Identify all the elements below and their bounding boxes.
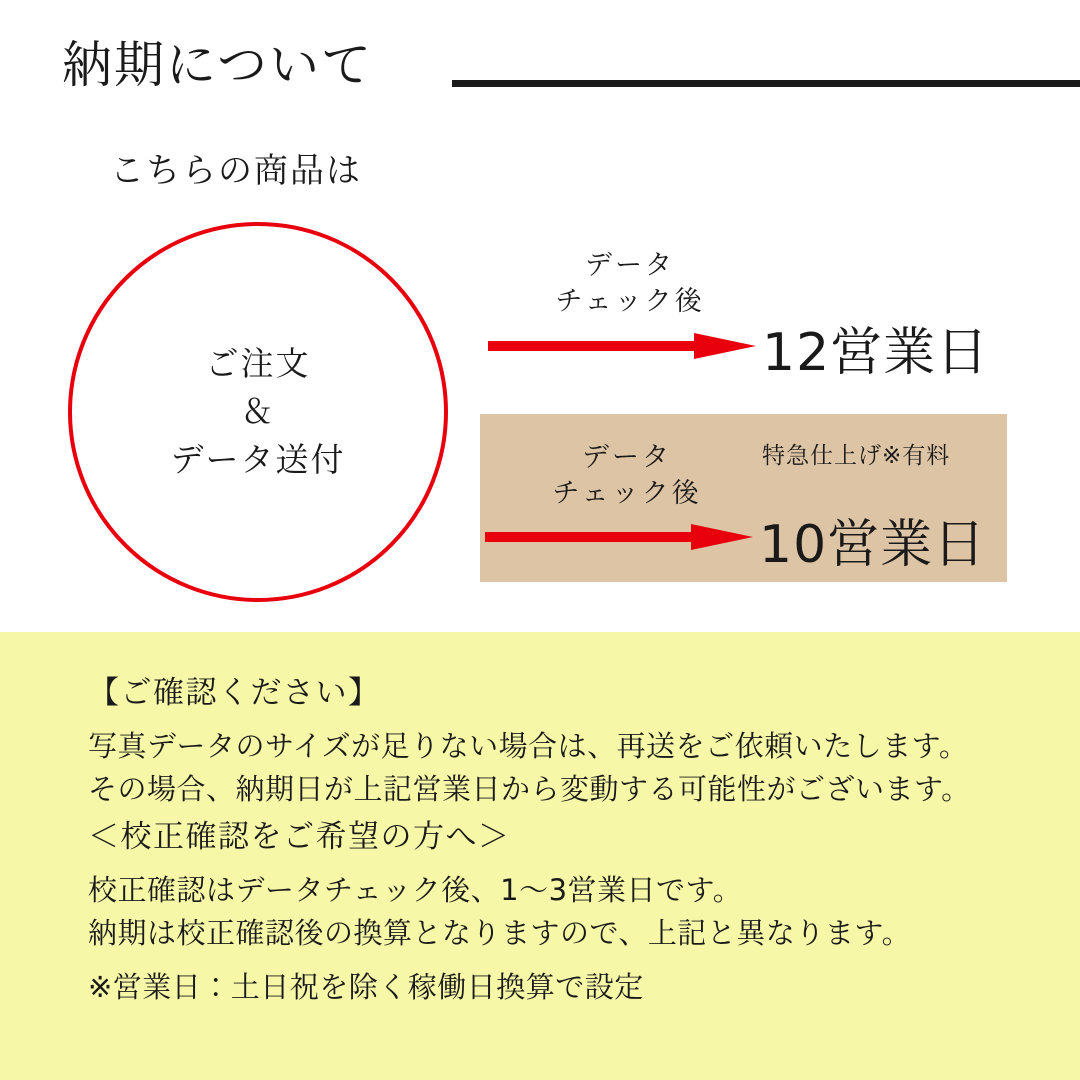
notice-proofing-line-3: ※営業日：土日祝を除く稼働日換算で設定 [88,969,644,1004]
notice-panel [0,632,1080,1080]
express-delivery-row [480,414,1007,582]
notice-block-proofing [88,814,911,1009]
page-title: 納期について [62,36,373,94]
header-divider-line [452,80,1080,87]
standard-business-days: 12営業日 [762,323,990,383]
circle-line-1: ご注文 [205,344,311,384]
notice-proofing-heading: ＜校正確認をご希望の方へ＞ [88,819,511,855]
notice-confirm-line-1: 写真データのサイズが足りない場合は、再送をご依頼いたします。 [88,728,969,763]
circle-line-3: データ送付 [170,439,346,479]
express-arrow-icon [485,524,753,550]
express-caption-line-1: データ [582,442,672,473]
standard-caption-line-2: チェック後 [555,286,705,318]
intro-text: こちらの商品は [110,151,362,191]
notice-proofing-line-2: 納期は校正確認後の換算となりますので、上記と異なります。 [88,916,912,950]
express-business-days: 10営業日 [759,515,987,575]
circle-line-2: ＆ [240,392,276,432]
standard-arrow-icon [488,333,756,359]
notice-confirm-heading: 【ご確認ください】 [88,675,381,711]
express-caption-line-2: チェック後 [552,478,702,510]
express-arrow-caption [502,440,752,513]
standard-arrow-caption [505,248,755,321]
order-and-data-circle [68,222,448,602]
notice-block-confirm [88,670,971,812]
express-fee-note: 特急仕上げ※有料 [762,443,951,469]
standard-delivery-row [480,248,1020,388]
standard-caption-line-1: データ [585,250,675,281]
notice-proofing-line-1: 校正確認はデータチェック後、1〜3営業日です。 [88,872,743,907]
notice-confirm-line-2: その場合、納期日が上記営業日から変動する可能性がございます。 [88,772,971,806]
